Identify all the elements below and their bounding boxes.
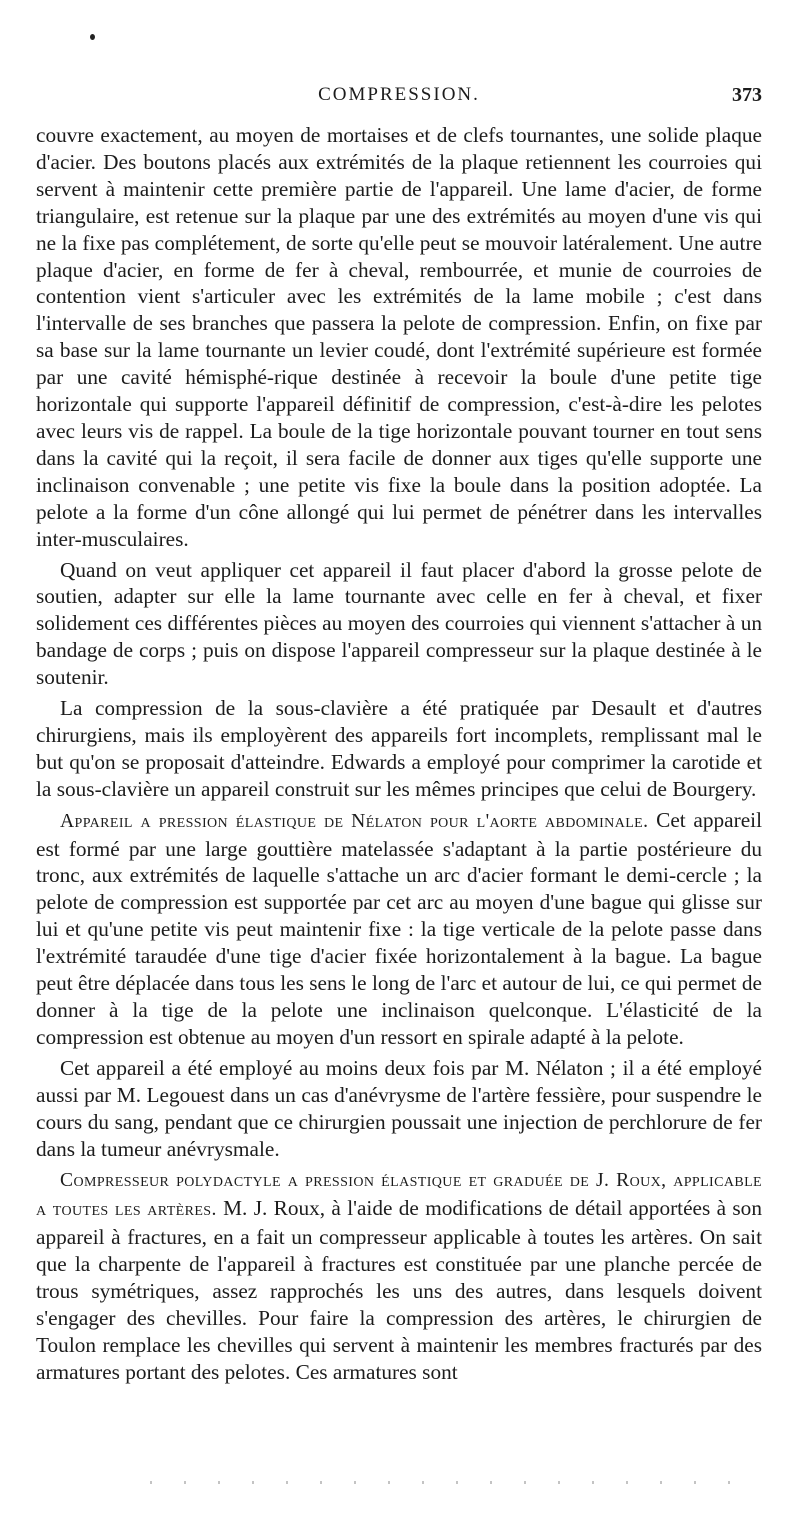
bottom-bleed-through: [150, 1481, 750, 1484]
paragraph-text: Cet appareil a été employé au moins deux fois par M. Nélaton ; il a été employé aussi par M. Legouest dans un cas d'anévrysme de l'artère fessière, pour suspendre le cours du sang, pendant que ce chirurgien poussait une injection de perchlorure de fer dans la tumeur anévrysmale.: [36, 1055, 762, 1161]
paragraph-text: Cet appareil est formé par une large gouttière matelassée s'adaptant à la partie postérieure du tronc, aux extrémités de laquelle s'attache un arc d'acier formant le demi-cercle ; la pelote de compression est supportée par cet arc au moyen d'une bague qui glisse sur lui et qu'une petite vis peut maintenir fixe : la tige verticale de la pelote passe dans l'extrémité taraudée d'une tige d'acier fixée horizontalement à la bague. La bague peut être déplacée dans tous les sens le long de l'arc et autour de lui, ce qui permet de donner à la tige de la pelote une inclinaison quelconque. L'élasticité de la compression est obtenue au moyen d'un ressort en spirale adapté à la pelote.: [36, 807, 762, 1049]
paragraph: [36, 557, 762, 692]
paragraph: [36, 122, 762, 553]
paragraph: [36, 807, 762, 1051]
page-header: [36, 84, 762, 114]
paragraph-text: M. J. Roux, à l'aide de modifications de détail apportées à son appareil à fractures, en a fait un compresseur applicable à toutes les artères. On sait que la charpente de l'appareil à fractures est constituée par une planche percée de trous symétriques, assez rapprochés les uns des autres, dans lesquels doivent s'engager des chevilles. Pour faire la compression des artères, le chirurgien de Toulon remplace les chevilles qui servent à maintenir les membres fracturés par des armatures portant des pelotes. Ces armatures sont: [36, 1196, 762, 1384]
paragraph: [36, 695, 762, 803]
paragraph-text: La compression de la sous-clavière a été pratiquée par Desault et d'autres chirurgiens, mais ils employèrent des appareils fort incomplets, remplissant mal le but qu'on se proposait d'atteindre. Edwards a employé pour comprimer la carotide et la sous-clavière un appareil construit sur les mêmes principes que celui de Bourgery.: [36, 696, 762, 801]
paragraph-text: couvre exactement, au moyen de mortaises et de clefs tournantes, une solide plaque d'acier. Des boutons placés aux extrémités de la plaque retiennent les courroies qui servent à maintenir cette première partie de l'appareil. Une lame d'acier, de forme triangulaire, est retenue sur la plaque par une des extrémités au moyen d'une vis qui ne la fixe pas complétement, de sorte qu'elle peut se mouvoir latéralement. Une autre plaque d'acier, en forme de fer à cheval, rembourrée, et munie de courroies de contention vient s'articuler avec les extrémités de la lame mobile ; c'est dans l'intervalle de ses branches que passera la pelote de compression. Enfin, on fixe par sa base sur la lame tournante un levier coudé, dont l'extrémité supérieure est formée par une cavité hémisphé-rique destinée à recevoir la boule d'une petite tige horizontale qui supporte l'appareil définitif de compression, c'est-à-dire les pelotes avec leurs vis de rappel. La boule de la tige horizontale pouvant tourner en tout sens dans la cavité qui la reçoit, il sera facile de donner aux tiges qu'elle supporte une inclinaison convenable ; une petite vis fixe la boule dans la position adoptée. La pelote a la forme d'un cône allongé qui lui permet de pénétrer dans les intervalles inter-musculaires.: [36, 123, 762, 551]
ink-speck: [90, 34, 95, 40]
page-body: [36, 122, 762, 1390]
section-heading: Compresseur polydactyle a pression élastique et graduée de J. Roux, applicable a toutes les artères.: [36, 1170, 762, 1221]
page-number: 373: [732, 84, 762, 106]
running-head: COMPRESSION.: [318, 84, 480, 105]
paragraph: [36, 1055, 762, 1163]
paragraph-text: Quand on veut appliquer cet appareil il faut placer d'abord la grosse pelote de soutien, adapter sur elle la lame tournante avec celle en fer à cheval, et fixer solidement ces différentes pièces au moyen des courroies qui viennent s'attacher à un bandage de corps ; puis on dispose l'appareil compresseur sur la plaque destinée à le soutenir.: [36, 557, 762, 690]
paragraph: [36, 1166, 762, 1385]
section-heading: Appareil a pression élastique de Nélaton pour l'aorte abdominale.: [60, 810, 649, 832]
